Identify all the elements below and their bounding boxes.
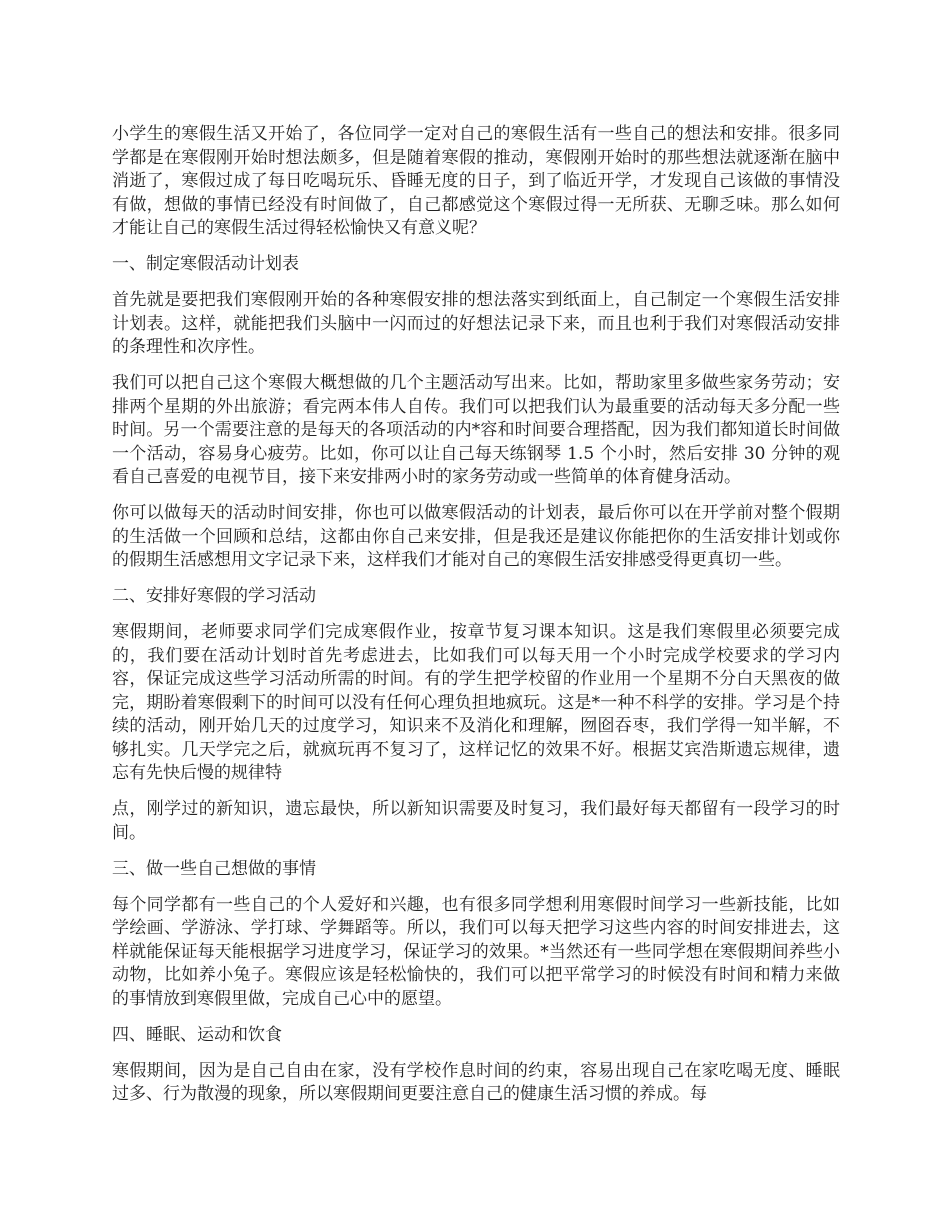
section-heading-1: 一、制定寒假活动计划表 bbox=[112, 254, 299, 274]
section-heading-2: 二、安排好寒假的学习活动 bbox=[112, 586, 316, 606]
paragraph: 点，刚学过的新知识，遗忘最快，所以新知识需要及时复习，我们最好每天都留有一段学习的时间。 bbox=[112, 799, 840, 843]
intro-paragraph: 小学生的寒假生活又开始了，各位同学一定对自己的寒假生活有一些自己的想法和安排。很多同学都是在寒假刚开始时想法颇多，但是随着寒假的推动，寒假刚开始时的那些想法就逐渐在脑中消逝了，寒假过成了每日吃喝玩乐、昏睡无度的日子，到了临近开学，才发现自己该做的事情没有做，想做的事情已经没有时间做了，自己都感觉这个寒假过得一无所获、无聊乏味。那么如何才能让自己的寒假生活过得轻松愉快又有意义呢？ bbox=[112, 124, 840, 238]
paragraph: 你可以做每天的活动时间安排，你也可以做寒假活动的计划表，最后你可以在开学前对整个假期的生活做一个回顾和总结，这都由你自己来安排，但是我还是建议你能把你的生活安排计划或你的假期生活感想用文字记录下来，这样我们才能对自己的寒假生活安排感受得更真切一些。 bbox=[112, 503, 840, 570]
paragraph: 每个同学都有一些自己的个人爱好和兴趣，也有很多同学想利用寒假时间学习一些新技能，比如学绘画、学游泳、学打球、学舞蹈等。所以，我们可以每天把学习这些内容的时间安排进去，这样就能保证每天能根据学习进度学习，保证学习的效果。*当然还有一些同学想在寒假期间养些小动物，比如养小兔子。寒假应该是轻松愉快的，我们可以把平常学习的时候没有时间和精力来做的事情放到寒假里做，完成自己心中的愿望。 bbox=[112, 894, 840, 1009]
paragraph: 寒假期间，因为是自己自由在家，没有学校作息时间的约束，容易出现自己在家吃喝无度、睡眠过多、行为散漫的现象，所以寒假期间更要注意自己的健康生活习惯的养成。每 bbox=[112, 1060, 840, 1104]
paragraph: 我们可以把自己这个寒假大概想做的几个主题活动写出来。比如，帮助家里多做些家务劳动；安排两个星期的外出旅游；看完两本伟人自传。我们可以把我们认为最重要的活动每天多分配一些时间。另一个需要注意的是每天的各项活动的内*容和时间要合理搭配，因为我们都知道长时间做一个活动，容易身心疲劳。比如，你可以让自己每天练钢琴 1.5 个小时，然后安排 30 分钟的观看自己喜爱的电视节目，接下来安排两小时的家务劳动或一些简单的体育健身活动。 bbox=[112, 373, 840, 487]
section-heading-4: 四、睡眠、运动和饮食 bbox=[112, 1024, 282, 1045]
paragraph: 首先就是要把我们寒假刚开始的各种寒假安排的想法落实到纸面上，自己制定一个寒假生活安排计划表。这样，就能把我们头脑中一闪而过的好想法记录下来，而且也利于我们对寒假活动安排的条理性和次序性。 bbox=[112, 290, 840, 357]
document-body bbox=[112, 123, 840, 1119]
section-heading-3: 三、做一些自己想做的事情 bbox=[112, 858, 316, 879]
paragraph: 寒假期间，老师要求同学们完成寒假作业，按章节复习课本知识。这是我们寒假里必须要完成的，我们要在活动计划时首先考虑进去，比如我们可以每天用一个小时完成学校要求的学习内容，保证完成这些学习活动所需的时间。有的学生把学校留的作业用一个星期不分白天黑夜的做完，期盼着寒假剩下的时间可以没有任何心理负担地疯玩。这是*一种不科学的安排。学习是个持续的活动，刚开始几天的过度学习，知识来不及消化和理解，囫囵吞枣，我们学得一知半解，不够扎实。几天学完之后，就疯玩再不复习了，这样记忆的效果不好。根据艾宾浩斯遗忘规律，遗忘有先快后慢的规律特 bbox=[112, 622, 840, 783]
